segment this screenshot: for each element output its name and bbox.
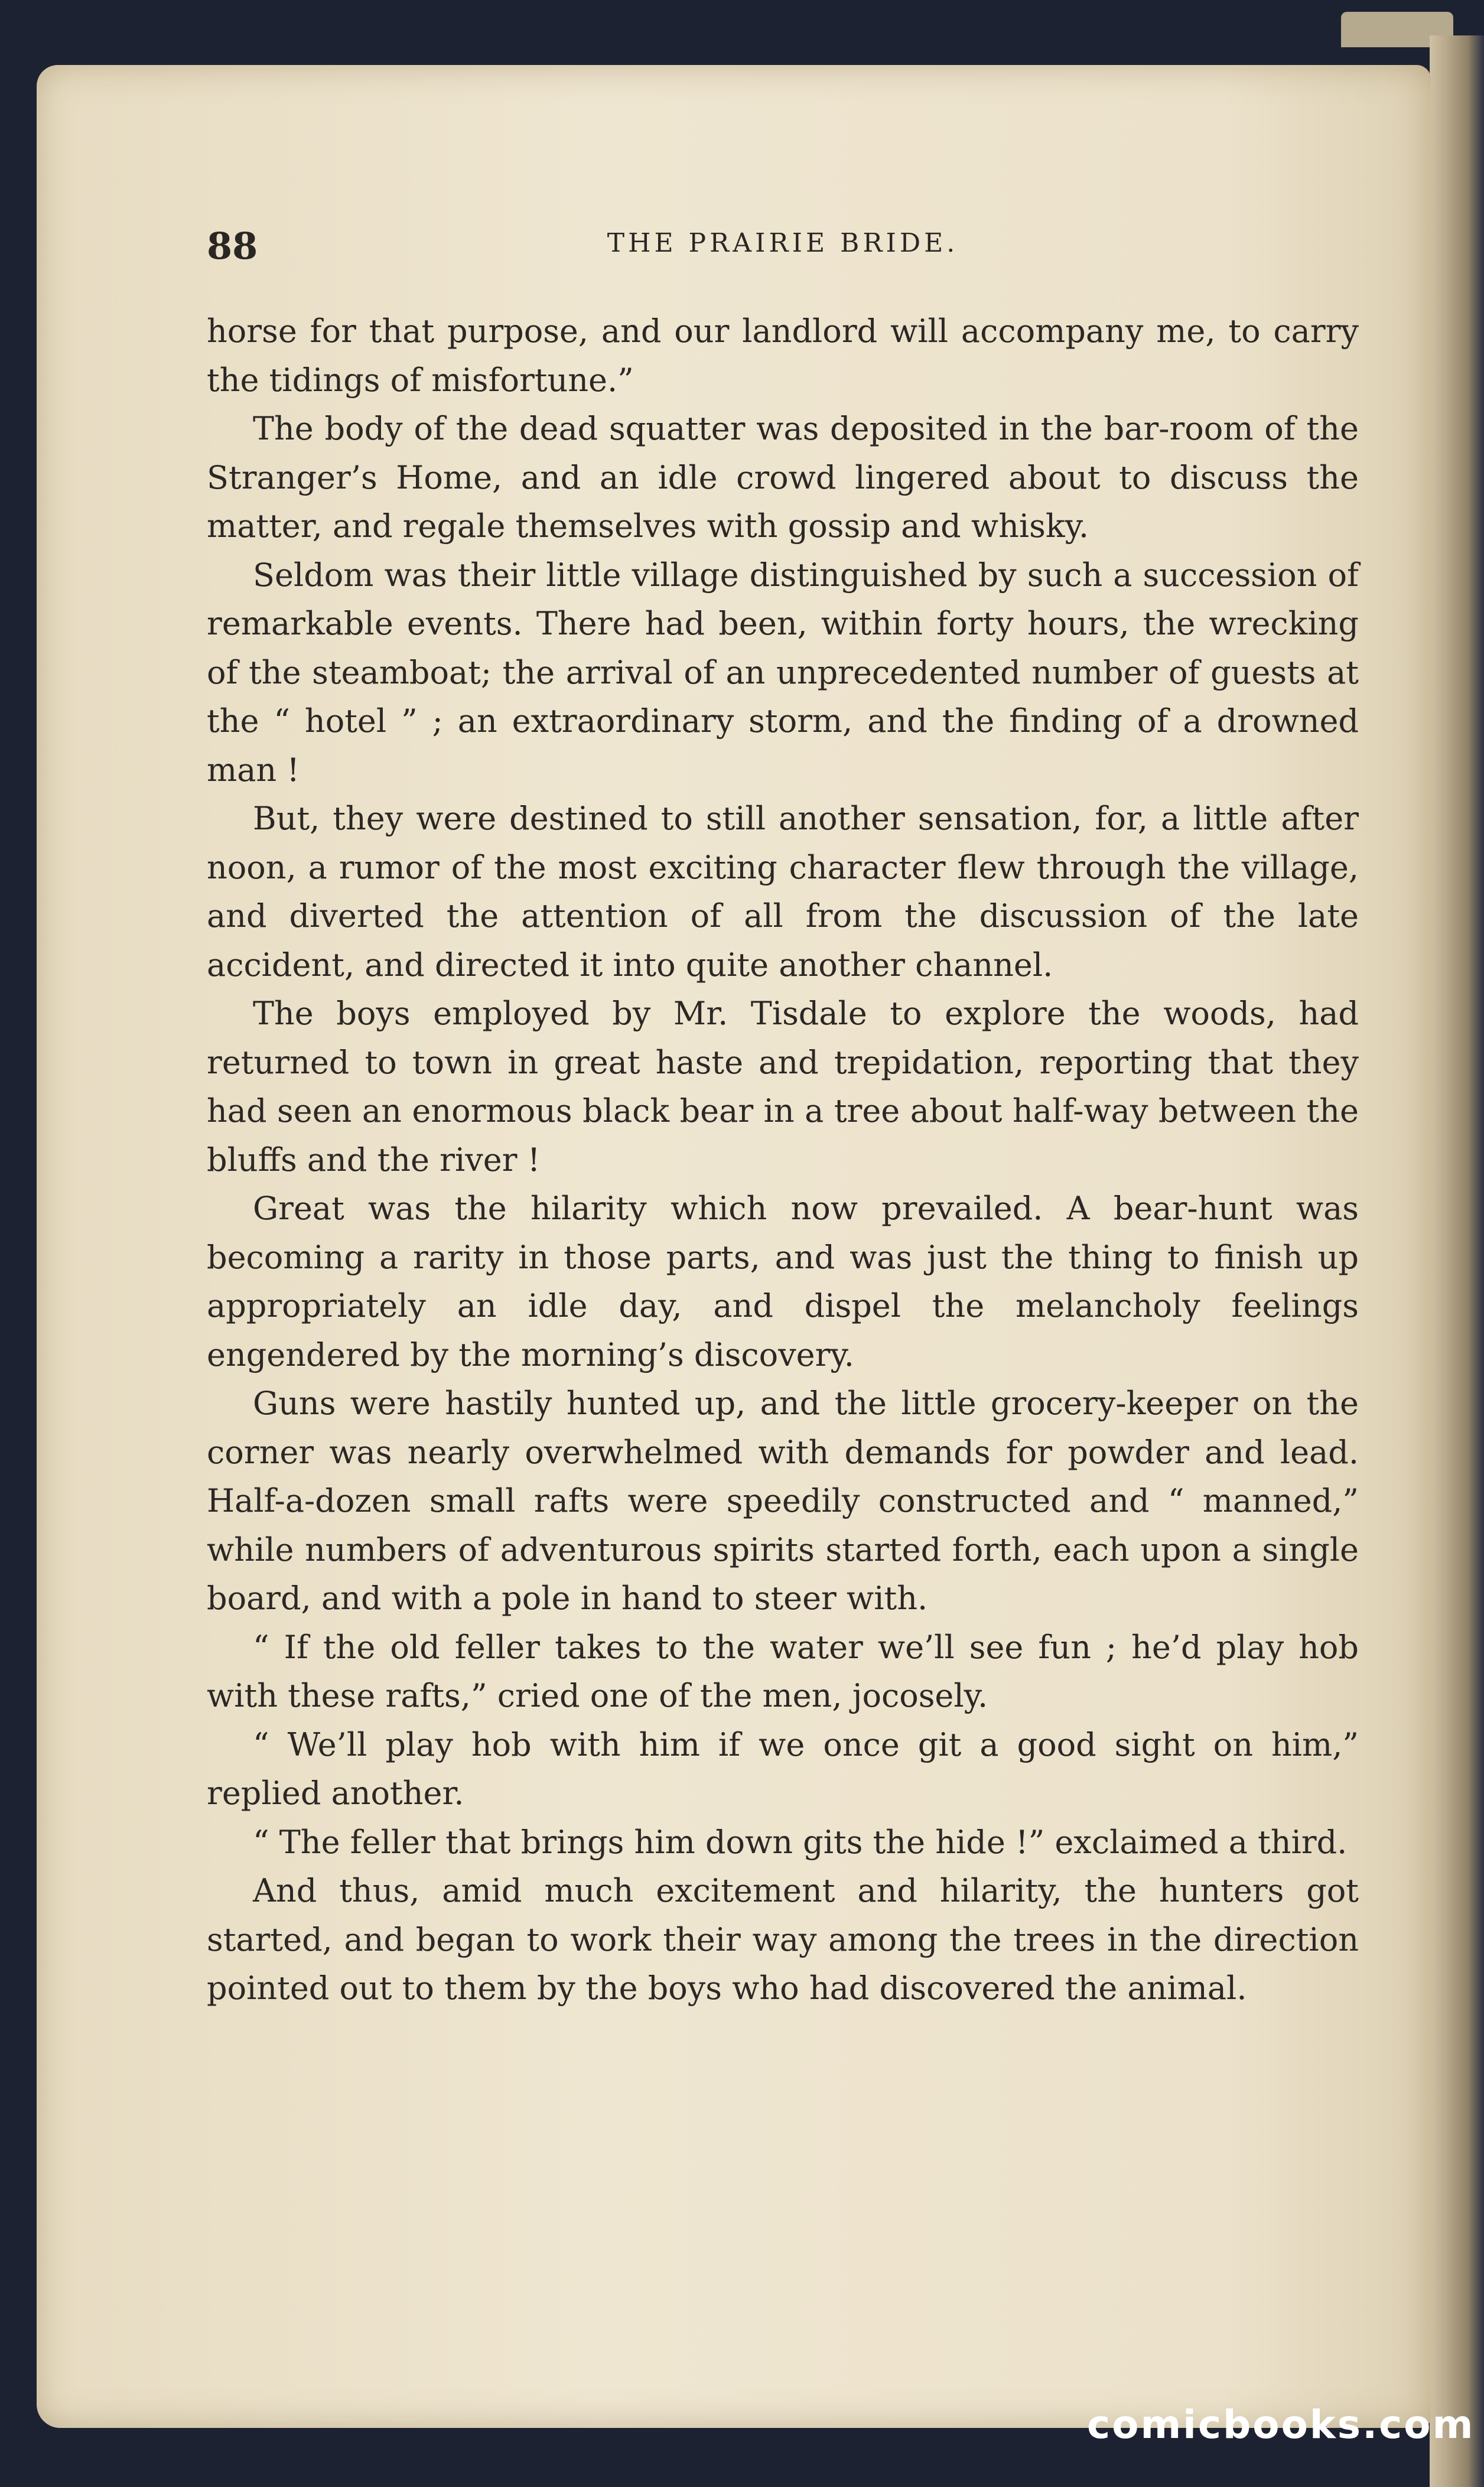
paragraph: horse for that purpose, and our landlord will accompany me, to carry the tidings of misfortune.” [207, 312, 1359, 399]
paragraph: And thus, amid much excitement and hilarity, the hunters got started, and began to work their way among the trees in the direction pointed out to them by the boys who had discovered the animal. [207, 1872, 1359, 2007]
paragraph: Great was the hilarity which now prevailed. A bear-hunt was becoming a rarity in those parts, and was just the thing to finish up appropriately an idle day, and dispel the melancholy feelings engendered by the morning’s discovery. [207, 1190, 1359, 1373]
paragraph: Seldom was their little village distinguished by such a succession of remarkable events. There had been, within forty hours, the wrecking of the steamboat; the arrival of an unprecedented number of guests at the “ hotel ” ; an extraordinary storm, and the finding of a drowned man ! [207, 556, 1359, 789]
book-spine [1430, 35, 1484, 2487]
paragraph: “ The feller that brings him down gits the hide !” exclaimed a third. [253, 1823, 1348, 1861]
paragraph: “ We’ll play hob with him if we once git a good sight on him,” replied another. [207, 1726, 1359, 1812]
paragraph: Guns were hastily hunted up, and the little grocery-keeper on the corner was nearly overwhelmed with demands for powder and lead. Half-a-dozen small rafts were speedily constructed and “ manned,” while numbers of adventurous spirits started forth, each upon a single board, and with a pole in hand to steer with. [207, 1385, 1359, 1617]
watermark: comicbooks.com [1087, 2402, 1475, 2447]
paragraph: The body of the dead squatter was deposited in the bar-room of the Stranger’s Home, and an idle crowd lingered about to discuss the matter, and regale themselves with gossip and whisky. [207, 410, 1359, 545]
paragraph: The boys employed by Mr. Tisdale to explore the woods, had returned to town in great haste and trepidation, reporting that they had seen an enormous black bear in a tree about half-way between the bluffs and the river ! [207, 995, 1359, 1179]
body-text [207, 307, 1359, 2013]
page-header [207, 224, 1359, 272]
running-head: THE PRAIRIE BRIDE. [607, 228, 959, 258]
paragraph: But, they were destined to still another sensation, for, a little after noon, a rumor of the most exciting character flew through the village, and diverted the attention of all from the discussion of the late accident, and directed it into quite another channel. [207, 800, 1359, 984]
page-number: 88 [207, 224, 258, 268]
paragraph: “ If the old feller takes to the water we’ll see fun ; he’d play hob with these rafts,” cried one of the men, jocosely. [207, 1628, 1359, 1714]
